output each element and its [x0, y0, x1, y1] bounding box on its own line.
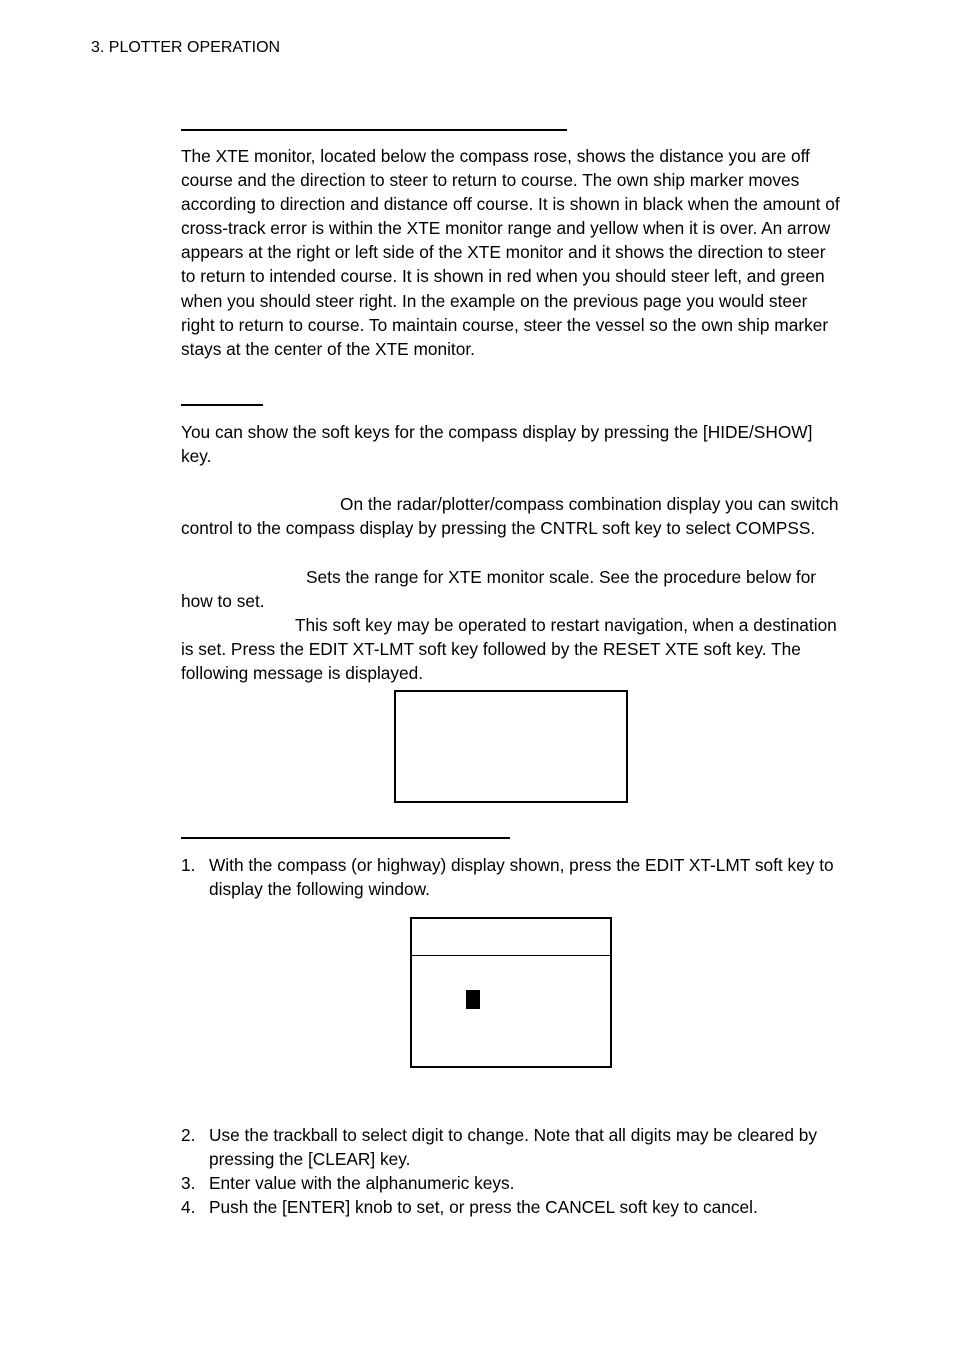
procedure-step [181, 1195, 841, 1219]
xte-limit-window-title-bar [412, 919, 610, 956]
cntrl-softkey-description [181, 492, 841, 540]
edit-xtlmt-softkey-description [181, 565, 841, 613]
reset-xte-softkey-description [181, 613, 841, 685]
digit-cursor[interactable] [466, 990, 480, 1009]
procedure-step-list-a [181, 853, 841, 901]
step-text: Enter value with the alphanumeric keys. [209, 1173, 515, 1194]
procedure-step [181, 1171, 841, 1195]
reset-message-box [394, 690, 628, 803]
step-number: 4. [181, 1197, 196, 1218]
procedure-step-list-b [181, 1123, 841, 1219]
step-text: With the compass (or highway) display shown, press the EDIT XT-LMT soft key to display the following window. [209, 855, 834, 900]
xte-limit-window [410, 917, 612, 1068]
section-heading-rule-xte [181, 129, 567, 131]
cntrl-softkey-text: On the radar/plotter/compass combination display you can switch control to the compass display by pressing the CNTRL soft key to select COMPSS. [181, 494, 839, 539]
step-number: 1. [181, 855, 196, 875]
step-text: Use the trackball to select digit to change. Note that all digits may be cleared by pressing the [CLEAR] key. [209, 1125, 818, 1170]
procedure-step [181, 853, 841, 901]
procedure-step [181, 1123, 841, 1171]
section-heading-rule-procedure [181, 837, 510, 839]
softkeys-intro: You can show the soft keys for the compass display by pressing the [HIDE/SHOW] key. [181, 422, 813, 467]
section-heading-rule-softkeys [181, 404, 263, 406]
running-header: 3. PLOTTER OPERATION [91, 39, 281, 56]
edit-xtlmt-text: Sets the range for XTE monitor scale. See the procedure below for how to set. [181, 567, 817, 612]
step-text: Push the [ENTER] knob to set, or press the CANCEL soft key to cancel. [209, 1197, 758, 1218]
reset-xte-text: This soft key may be operated to restart navigation, when a destination is set. Press the EDIT XT-LMT soft key followed by the RESET XTE soft key. The following message is displayed. [181, 615, 837, 684]
step-number: 3. [181, 1173, 196, 1194]
step-number: 2. [181, 1125, 196, 1145]
xte-description: The XTE monitor, located below the compass rose, shows the distance you are off course and the direction to steer to return to course. The own ship marker moves according to direction and distance off course. It is shown in black when the amount of cross-track error is within the XTE monitor range and yellow when it is over. An arrow appears at the right or left side of the XTE monitor and it shows the direction to steer to return to intended course. It is shown in red when you should steer left, and green when you should steer right. In the example on the previous page you would steer right to return to course. To maintain course, steer the vessel so the own ship marker stays at the center of the XTE monitor. [181, 146, 840, 359]
